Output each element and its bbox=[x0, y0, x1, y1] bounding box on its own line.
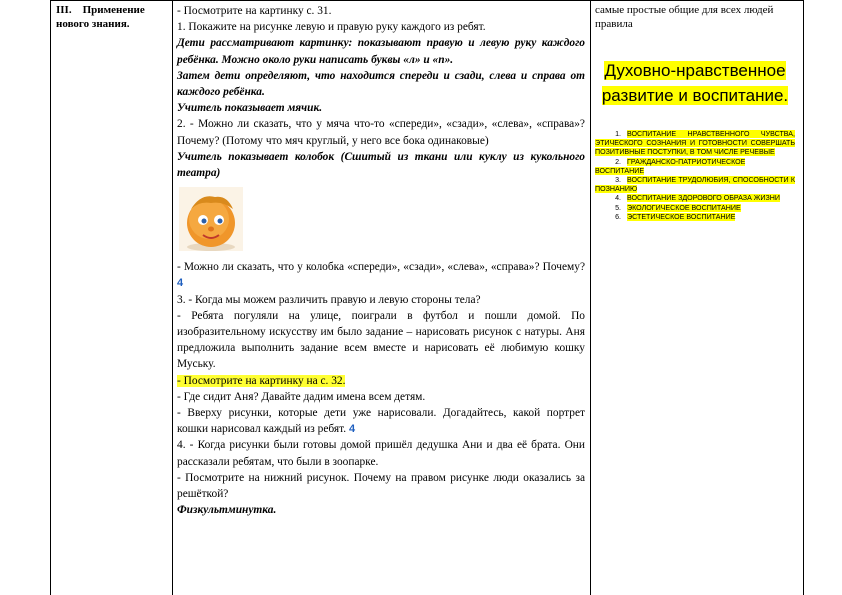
kolobok-image bbox=[179, 187, 243, 251]
list-item: 3. ВОСПИТАНИЕ ТРУДОЛЮБИЯ, СПОСОБНОСТИ К ПОЗНАНИЮ bbox=[595, 176, 795, 194]
badge-4: 4 bbox=[348, 423, 356, 436]
list-item: 2. ГРАЖДАНСКО-ПАТРИОТИЧЕСКОЕ ВОСПИТАНИЕ bbox=[595, 157, 746, 175]
highlighted-instruction: - Посмотрите на картинку на с. 32. bbox=[177, 374, 346, 387]
lesson-note: Физкультминутка. bbox=[177, 504, 277, 517]
stage-title: Применение нового знания. bbox=[56, 4, 145, 30]
table-border-col2 bbox=[590, 0, 591, 595]
lesson-note: Учитель показывает колобок (Сшитый из ткани или куклу из кукольного театра) bbox=[177, 150, 585, 180]
lesson-line: - Вверху рисунки, которые дети уже нарисовали. Догадайтесь, какой портрет кошки нарисовал каждый из ребят. 4 bbox=[177, 407, 585, 436]
education-list bbox=[595, 130, 795, 222]
stage-number: III. bbox=[56, 4, 72, 16]
lesson-line: 2. - Можно ли сказать, что у мяча что-то «спереди», «сзади», «слева», «справа»? Почему? (Потому что мяч круглый, у него все бока одинаковые) bbox=[177, 118, 585, 147]
table-border-left bbox=[50, 0, 51, 595]
spirit-heading: Духовно-нравственное развитие и воспитание. bbox=[601, 61, 789, 105]
lesson-note: Учитель показывает мячик. bbox=[177, 102, 323, 115]
stage-cell bbox=[56, 3, 168, 31]
badge-4: 4 bbox=[177, 277, 184, 290]
lesson-note: Затем дети определяют, что находится спереди и сзади, слева и справа от каждого ребёнка. bbox=[177, 69, 585, 99]
lesson-line: 4. - Когда рисунки были готовы домой пришёл дедушка Ани и два её брата. Они рассказали ребятам, что были в зоопарке. bbox=[177, 439, 585, 468]
lesson-note: Дети рассматривают картинку: показывают правую и левую руку каждого ребёнка. Можно около руки написать буквы «л» и «п». bbox=[177, 37, 585, 66]
list-item: 6. ЭСТЕТИЧЕСКОЕ ВОСПИТАНИЕ bbox=[615, 212, 736, 221]
lesson-content-cell bbox=[177, 3, 585, 518]
lesson-line: - Ребята погуляли на улице, поиграли в футбол и пошли домой. По изобразительному искусству им было задание – нарисовать рисунок с натуры. Аня предложила выполнить задание всем вместе и нарисовать её любимую кошку Муську. bbox=[177, 309, 585, 371]
table-border-top bbox=[50, 0, 804, 1]
kolobok-icon bbox=[179, 187, 243, 251]
list-item: 1. ВОСПИТАНИЕ НРАВСТВЕННОГО ЧУВСТВА, ЭТИЧЕСКОГО СОЗНАНИЯ И ГОТОВНОСТИ СОВЕРШАТЬ ПОЗИТИВНЫЕ ПОСТУПКИ, В ТОМ ЧИСЛЕ РЕЧЕВЫЕ bbox=[595, 130, 795, 157]
lesson-line: - Посмотрите на картинку с. 31. bbox=[177, 5, 332, 17]
table-border-col1 bbox=[172, 0, 173, 595]
lesson-line: - Можно ли сказать, что у колобка «спереди», «сзади», «слева», «справа»? Почему? 4 bbox=[177, 261, 585, 290]
lesson-line: 1. Покажите на рисунке левую и правую руку каждого из ребят. bbox=[177, 21, 486, 34]
lesson-line: - Где сидит Аня? Давайте дадим имена всем детям. bbox=[177, 390, 426, 403]
lesson-line: 3. - Когда мы можем различить правую и левую стороны тела? bbox=[177, 293, 481, 306]
list-item: 5. ЭКОЛОГИЧЕСКОЕ ВОСПИТАНИЕ bbox=[615, 203, 741, 212]
side-notes-cell bbox=[595, 3, 795, 222]
table-border-right bbox=[803, 0, 804, 595]
lesson-line bbox=[177, 373, 585, 389]
side-top-text: самые простые общие для всех людей правила bbox=[595, 4, 774, 30]
lesson-line: - Посмотрите на нижний рисунок. Почему на правом рисунке люди оказались за решёткой? bbox=[177, 471, 585, 501]
list-item: 4. ВОСПИТАНИЕ ЗДОРОВОГО ОБРАЗА ЖИЗНИ bbox=[615, 194, 780, 203]
